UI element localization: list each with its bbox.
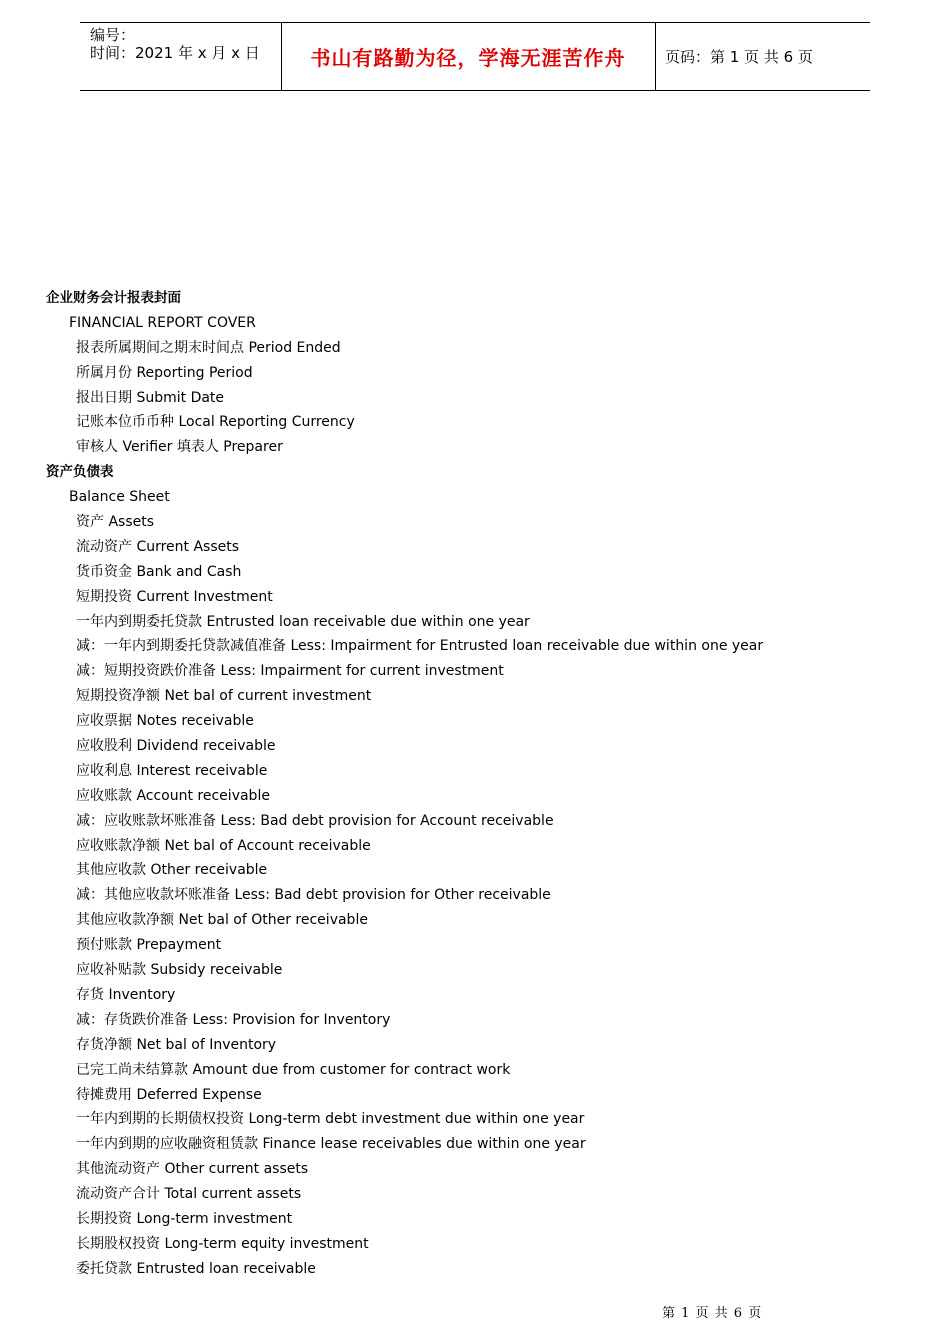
document-number-label: 编号： — [90, 26, 136, 44]
line-item: 存货净额 Net bal of Inventory — [76, 1036, 277, 1053]
line-item: 短期投资 Current Investment — [76, 588, 273, 605]
line-item: 所属月份 Reporting Period — [76, 364, 253, 381]
line-item: 应收票据 Notes receivable — [76, 713, 254, 730]
line-item: 应收账款净额 Net bal of Account receivable — [76, 837, 371, 854]
line-item: 其他应收款 Other receivable — [76, 862, 268, 879]
line-item: 减：应收账款坏账准备 Less: Bad debt provision for Account receivable — [76, 812, 554, 829]
header-bottom-rule — [80, 90, 870, 91]
section-heading: 企业财务会计报表封面 — [46, 290, 181, 306]
header-meta — [90, 26, 260, 62]
line-item: 委托贷款 Entrusted loan receivable — [76, 1260, 316, 1277]
line-item: 一年内到期的应收融资租赁款 Finance lease receivables due within one year — [76, 1136, 586, 1153]
section-subtitle: FINANCIAL REPORT COVER — [69, 314, 256, 331]
line-item: 减：其他应收款坏账准备 Less: Bad debt provision for Other receivable — [76, 887, 551, 904]
footer-page-number: 第 1 页 共 6 页 — [662, 1306, 763, 1321]
line-item: 应收利息 Interest receivable — [76, 762, 268, 779]
line-item: 报表所属期间之期末时间点 Period Ended — [76, 339, 341, 356]
line-item: 预付账款 Prepayment — [76, 937, 222, 954]
line-item: 长期投资 Long-term investment — [76, 1210, 293, 1227]
line-item: 一年内到期委托贷款 Entrusted loan receivable due within one year — [76, 613, 530, 630]
line-item: 长期股权投资 Long-term equity investment — [76, 1235, 369, 1252]
line-item: 短期投资净额 Net bal of current investment — [76, 688, 372, 705]
line-item: 其他流动资产 Other current assets — [76, 1161, 309, 1178]
line-item: 资产 Assets — [76, 514, 155, 531]
line-item: 应收补贴款 Subsidy receivable — [76, 962, 283, 979]
line-item: 货币资金 Bank and Cash — [76, 563, 242, 580]
header-motto: 书山有路勤为径，学海无涯苦作舟 — [310, 45, 626, 70]
document-body — [0, 286, 950, 1282]
line-item: 流动资产 Current Assets — [76, 538, 240, 555]
line-item: 其他应收款净额 Net bal of Other receivable — [76, 912, 368, 929]
line-item: 报出日期 Submit Date — [76, 389, 225, 406]
section-subtitle: Balance Sheet — [69, 489, 170, 506]
header-divider-right — [655, 22, 656, 90]
line-item: 存货 Inventory — [76, 986, 176, 1003]
line-item: 减：一年内到期委托贷款减值准备 Less: Impairment for Entrusted loan receivable due within one year — [76, 638, 764, 655]
header-page-number: 页码：第 1 页 共 6 页 — [665, 47, 813, 66]
document-time-label: 时间：2021 年 x 月 x 日 — [90, 44, 260, 62]
line-item: 应收账款 Account receivable — [76, 787, 270, 804]
line-item: 审核人 Verifier 填表人 Preparer — [76, 439, 283, 456]
line-item: 减：存货跌价准备 Less: Provision for Inventory — [76, 1011, 391, 1028]
line-item: 应收股利 Dividend receivable — [76, 738, 276, 755]
line-item: 记账本位币币种 Local Reporting Currency — [76, 414, 355, 431]
section-heading: 资产负债表 — [46, 464, 114, 481]
line-item: 流动资产合计 Total current assets — [76, 1186, 302, 1203]
line-item: 待摊费用 Deferred Expense — [76, 1086, 262, 1103]
line-item: 减：短期投资跌价准备 Less: Impairment for current investment — [76, 663, 504, 680]
line-item: 已完工尚未结算款 Amount due from customer for contract work — [76, 1061, 511, 1078]
line-item: 一年内到期的长期债权投资 Long-term debt investment due within one year — [76, 1111, 585, 1128]
